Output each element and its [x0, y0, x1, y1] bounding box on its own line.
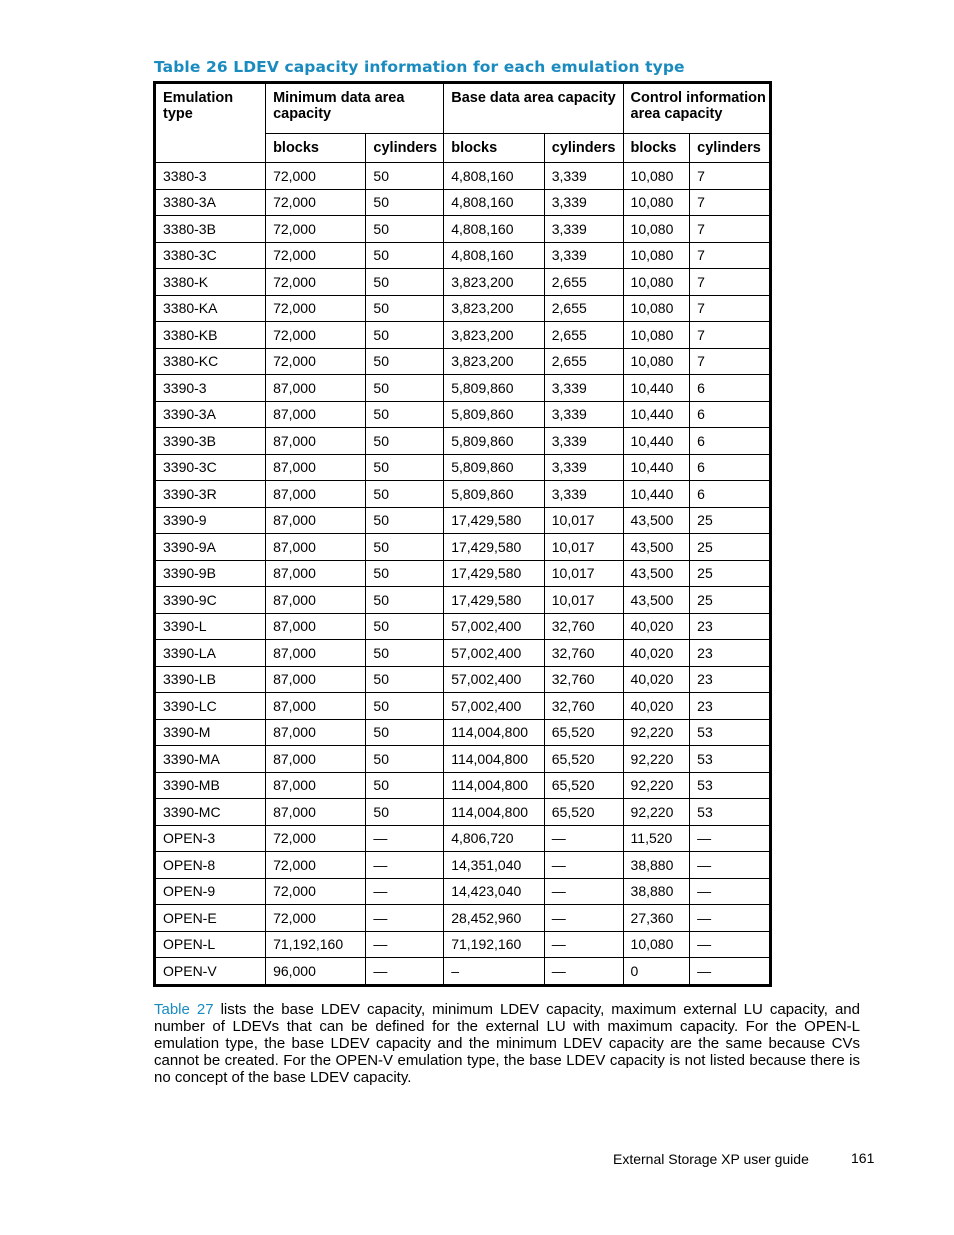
emulation-type-cell: 3380-3A	[155, 189, 266, 216]
header-control-cylinders: cylinders	[690, 134, 771, 163]
control-blocks-cell: 10,080	[623, 163, 690, 190]
min-cylinders-cell: 50	[366, 216, 444, 243]
min-cylinders-cell: —	[366, 931, 444, 958]
base-cylinders-cell: 10,017	[544, 587, 623, 614]
control-blocks-cell: 11,520	[623, 825, 690, 852]
control-cylinders-cell: 53	[690, 719, 771, 746]
emulation-type-cell: OPEN-9	[155, 878, 266, 905]
min-cylinders-cell: 50	[366, 322, 444, 349]
table-row	[155, 613, 771, 640]
min-cylinders-cell: 50	[366, 348, 444, 375]
min-blocks-cell: 87,000	[266, 375, 366, 402]
table-row	[155, 375, 771, 402]
base-blocks-cell: 5,809,860	[444, 454, 545, 481]
emulation-type-cell: OPEN-L	[155, 931, 266, 958]
base-cylinders-cell: 3,339	[544, 481, 623, 508]
min-blocks-cell: 87,000	[266, 746, 366, 773]
base-blocks-cell: 4,808,160	[444, 163, 545, 190]
emulation-type-cell: 3390-LC	[155, 693, 266, 720]
base-cylinders-cell: 3,339	[544, 163, 623, 190]
table-row	[155, 507, 771, 534]
emulation-type-cell: 3390-L	[155, 613, 266, 640]
min-cylinders-cell: 50	[366, 428, 444, 455]
base-cylinders-cell: 10,017	[544, 507, 623, 534]
header-base-cylinders: cylinders	[544, 134, 623, 163]
min-cylinders-cell: 50	[366, 242, 444, 269]
base-blocks-cell: 4,808,160	[444, 216, 545, 243]
control-blocks-cell: 10,440	[623, 454, 690, 481]
min-blocks-cell: 71,192,160	[266, 931, 366, 958]
control-cylinders-cell: 25	[690, 534, 771, 561]
control-cylinders-cell: 25	[690, 507, 771, 534]
control-cylinders-cell: 7	[690, 348, 771, 375]
header-control-blocks: blocks	[623, 134, 690, 163]
base-cylinders-cell: 3,339	[544, 375, 623, 402]
table-row	[155, 958, 771, 986]
base-blocks-cell: 4,808,160	[444, 242, 545, 269]
emulation-type-cell: 3380-KB	[155, 322, 266, 349]
table-row	[155, 746, 771, 773]
emulation-type-cell: 3380-3	[155, 163, 266, 190]
base-cylinders-cell: 3,339	[544, 454, 623, 481]
control-blocks-cell: 10,440	[623, 375, 690, 402]
control-cylinders-cell: 23	[690, 613, 771, 640]
base-blocks-cell: 5,809,860	[444, 481, 545, 508]
table-row	[155, 481, 771, 508]
min-blocks-cell: 72,000	[266, 905, 366, 932]
control-cylinders-cell: 7	[690, 163, 771, 190]
base-cylinders-cell: 2,655	[544, 322, 623, 349]
min-cylinders-cell: 50	[366, 163, 444, 190]
base-blocks-cell: 114,004,800	[444, 799, 545, 826]
emulation-type-cell: OPEN-3	[155, 825, 266, 852]
base-blocks-cell: 3,823,200	[444, 295, 545, 322]
control-blocks-cell: 40,020	[623, 693, 690, 720]
header-emulation-type: Emulation type	[155, 83, 266, 163]
min-blocks-cell: 72,000	[266, 163, 366, 190]
base-blocks-cell: 5,809,860	[444, 375, 545, 402]
min-blocks-cell: 87,000	[266, 534, 366, 561]
table-row	[155, 348, 771, 375]
control-cylinders-cell: 6	[690, 375, 771, 402]
control-blocks-cell: 10,440	[623, 428, 690, 455]
table-row	[155, 878, 771, 905]
control-cylinders-cell: 7	[690, 269, 771, 296]
control-cylinders-cell: 7	[690, 216, 771, 243]
min-blocks-cell: 87,000	[266, 693, 366, 720]
base-blocks-cell: 17,429,580	[444, 560, 545, 587]
base-cylinders-cell: 3,339	[544, 189, 623, 216]
emulation-type-cell: 3390-9	[155, 507, 266, 534]
min-blocks-cell: 72,000	[266, 348, 366, 375]
control-cylinders-cell: 53	[690, 799, 771, 826]
min-cylinders-cell: —	[366, 825, 444, 852]
control-blocks-cell: 0	[623, 958, 690, 986]
emulation-type-cell: 3390-MC	[155, 799, 266, 826]
base-blocks-cell: 17,429,580	[444, 534, 545, 561]
base-cylinders-cell: 2,655	[544, 269, 623, 296]
header-min-blocks: blocks	[266, 134, 366, 163]
emulation-type-cell: 3390-9B	[155, 560, 266, 587]
body-paragraph	[154, 1001, 860, 1086]
control-cylinders-cell: 25	[690, 587, 771, 614]
min-blocks-cell: 72,000	[266, 242, 366, 269]
base-cylinders-cell: —	[544, 825, 623, 852]
table-row	[155, 163, 771, 190]
emulation-type-cell: 3390-9A	[155, 534, 266, 561]
emulation-type-cell: 3390-LA	[155, 640, 266, 667]
header-min-cylinders: cylinders	[366, 134, 444, 163]
min-blocks-cell: 72,000	[266, 322, 366, 349]
base-cylinders-cell: 2,655	[544, 295, 623, 322]
min-blocks-cell: 72,000	[266, 852, 366, 879]
base-blocks-cell: 57,002,400	[444, 693, 545, 720]
min-cylinders-cell: —	[366, 852, 444, 879]
control-cylinders-cell: 25	[690, 560, 771, 587]
table-row	[155, 189, 771, 216]
header-control-info-area: Control information area capacity	[623, 83, 770, 134]
base-cylinders-cell: 65,520	[544, 719, 623, 746]
min-cylinders-cell: 50	[366, 534, 444, 561]
min-blocks-cell: 87,000	[266, 640, 366, 667]
base-cylinders-cell: 3,339	[544, 401, 623, 428]
control-cylinders-cell: 7	[690, 242, 771, 269]
emulation-type-cell: 3380-K	[155, 269, 266, 296]
table-row	[155, 719, 771, 746]
base-blocks-cell: 3,823,200	[444, 322, 545, 349]
min-cylinders-cell: 50	[366, 269, 444, 296]
header-base-data-area: Base data area capacity	[444, 83, 623, 134]
table-row	[155, 216, 771, 243]
min-cylinders-cell: —	[366, 958, 444, 986]
control-cylinders-cell: —	[690, 878, 771, 905]
control-cylinders-cell: 6	[690, 428, 771, 455]
control-blocks-cell: 43,500	[623, 507, 690, 534]
control-blocks-cell: 38,880	[623, 878, 690, 905]
min-blocks-cell: 87,000	[266, 772, 366, 799]
base-blocks-cell: –	[444, 958, 545, 986]
control-blocks-cell: 92,220	[623, 772, 690, 799]
min-blocks-cell: 87,000	[266, 613, 366, 640]
control-cylinders-cell: 7	[690, 189, 771, 216]
emulation-type-cell: 3380-3C	[155, 242, 266, 269]
min-blocks-cell: 72,000	[266, 189, 366, 216]
table-row	[155, 852, 771, 879]
min-blocks-cell: 87,000	[266, 454, 366, 481]
min-cylinders-cell: 50	[366, 401, 444, 428]
min-blocks-cell: 87,000	[266, 799, 366, 826]
table-body	[155, 163, 771, 986]
min-blocks-cell: 87,000	[266, 428, 366, 455]
table-row	[155, 693, 771, 720]
emulation-type-cell: 3390-3B	[155, 428, 266, 455]
control-cylinders-cell: 7	[690, 322, 771, 349]
min-blocks-cell: 72,000	[266, 216, 366, 243]
control-cylinders-cell: 6	[690, 454, 771, 481]
paragraph-text: lists the base LDEV capacity, minimum LDEV capacity, maximum external LU capacity, and number of LDEVs that can be defined for the external LU with maximum capacity. For the OPEN-L emulation type, the base LDEV capacity and the minimum LDEV capacity are the same because CVs cannot be created. For the OPEN-V emulation type, the base LDEV capacity is not listed because there is no concept of the base LDEV capacity.	[154, 1001, 860, 1086]
min-cylinders-cell: 50	[366, 799, 444, 826]
base-cylinders-cell: —	[544, 852, 623, 879]
min-cylinders-cell: 50	[366, 772, 444, 799]
min-cylinders-cell: 50	[366, 507, 444, 534]
base-cylinders-cell: —	[544, 878, 623, 905]
control-blocks-cell: 10,080	[623, 242, 690, 269]
header-minimum-data-area: Minimum data area capacity	[266, 83, 444, 134]
base-blocks-cell: 57,002,400	[444, 640, 545, 667]
base-cylinders-cell: 32,760	[544, 613, 623, 640]
min-cylinders-cell: 50	[366, 719, 444, 746]
table-row	[155, 401, 771, 428]
control-blocks-cell: 10,080	[623, 295, 690, 322]
base-blocks-cell: 28,452,960	[444, 905, 545, 932]
emulation-type-cell: OPEN-8	[155, 852, 266, 879]
control-cylinders-cell: 6	[690, 401, 771, 428]
emulation-type-cell: 3380-KA	[155, 295, 266, 322]
base-blocks-cell: 71,192,160	[444, 931, 545, 958]
base-blocks-cell: 114,004,800	[444, 719, 545, 746]
control-blocks-cell: 92,220	[623, 719, 690, 746]
min-blocks-cell: 87,000	[266, 401, 366, 428]
table-row	[155, 666, 771, 693]
control-cylinders-cell: —	[690, 852, 771, 879]
base-blocks-cell: 5,809,860	[444, 401, 545, 428]
min-blocks-cell: 96,000	[266, 958, 366, 986]
emulation-type-cell: 3380-KC	[155, 348, 266, 375]
emulation-type-cell: OPEN-E	[155, 905, 266, 932]
emulation-type-cell: 3390-9C	[155, 587, 266, 614]
base-blocks-cell: 5,809,860	[444, 428, 545, 455]
base-blocks-cell: 17,429,580	[444, 587, 545, 614]
control-cylinders-cell: —	[690, 905, 771, 932]
ldev-capacity-table	[153, 81, 772, 987]
control-blocks-cell: 10,080	[623, 931, 690, 958]
base-cylinders-cell: 3,339	[544, 242, 623, 269]
min-cylinders-cell: 50	[366, 613, 444, 640]
control-blocks-cell: 43,500	[623, 587, 690, 614]
table-row	[155, 295, 771, 322]
base-cylinders-cell: —	[544, 958, 623, 986]
control-blocks-cell: 43,500	[623, 534, 690, 561]
table-row	[155, 825, 771, 852]
base-blocks-cell: 3,823,200	[444, 348, 545, 375]
emulation-type-cell: 3390-LB	[155, 666, 266, 693]
base-cylinders-cell: 65,520	[544, 799, 623, 826]
control-blocks-cell: 10,080	[623, 189, 690, 216]
emulation-type-cell: 3390-3R	[155, 481, 266, 508]
min-blocks-cell: 87,000	[266, 560, 366, 587]
base-cylinders-cell: 65,520	[544, 772, 623, 799]
min-cylinders-cell: 50	[366, 693, 444, 720]
min-cylinders-cell: 50	[366, 481, 444, 508]
control-blocks-cell: 38,880	[623, 852, 690, 879]
min-blocks-cell: 87,000	[266, 481, 366, 508]
min-cylinders-cell: 50	[366, 454, 444, 481]
min-cylinders-cell: —	[366, 878, 444, 905]
base-blocks-cell: 57,002,400	[444, 613, 545, 640]
min-blocks-cell: 72,000	[266, 825, 366, 852]
emulation-type-cell: OPEN-V	[155, 958, 266, 986]
table-row	[155, 454, 771, 481]
control-cylinders-cell: —	[690, 825, 771, 852]
min-cylinders-cell: 50	[366, 746, 444, 773]
emulation-type-cell: 3380-3B	[155, 216, 266, 243]
table-row	[155, 534, 771, 561]
base-blocks-cell: 114,004,800	[444, 772, 545, 799]
min-blocks-cell: 72,000	[266, 878, 366, 905]
min-cylinders-cell: 50	[366, 375, 444, 402]
table-row	[155, 931, 771, 958]
table-row	[155, 428, 771, 455]
control-cylinders-cell: 6	[690, 481, 771, 508]
base-cylinders-cell: 3,339	[544, 216, 623, 243]
min-blocks-cell: 72,000	[266, 269, 366, 296]
min-cylinders-cell: 50	[366, 640, 444, 667]
control-cylinders-cell: —	[690, 931, 771, 958]
table-row	[155, 640, 771, 667]
min-blocks-cell: 87,000	[266, 666, 366, 693]
base-cylinders-cell: —	[544, 905, 623, 932]
control-blocks-cell: 10,080	[623, 269, 690, 296]
min-blocks-cell: 87,000	[266, 507, 366, 534]
base-cylinders-cell: —	[544, 931, 623, 958]
base-cylinders-cell: 32,760	[544, 693, 623, 720]
min-cylinders-cell: —	[366, 905, 444, 932]
table-row	[155, 322, 771, 349]
control-cylinders-cell: 23	[690, 666, 771, 693]
control-blocks-cell: 40,020	[623, 613, 690, 640]
control-cylinders-cell: 23	[690, 693, 771, 720]
table-row	[155, 905, 771, 932]
control-blocks-cell: 10,080	[623, 322, 690, 349]
control-blocks-cell: 10,440	[623, 401, 690, 428]
emulation-type-cell: 3390-MA	[155, 746, 266, 773]
min-cylinders-cell: 50	[366, 189, 444, 216]
control-blocks-cell: 10,440	[623, 481, 690, 508]
min-cylinders-cell: 50	[366, 295, 444, 322]
emulation-type-cell: 3390-3C	[155, 454, 266, 481]
control-blocks-cell: 92,220	[623, 799, 690, 826]
table-row	[155, 560, 771, 587]
min-blocks-cell: 87,000	[266, 719, 366, 746]
table-27-link[interactable]: Table 27	[154, 1001, 214, 1018]
header-base-blocks: blocks	[444, 134, 545, 163]
min-cylinders-cell: 50	[366, 587, 444, 614]
base-blocks-cell: 114,004,800	[444, 746, 545, 773]
emulation-type-cell: 3390-M	[155, 719, 266, 746]
base-cylinders-cell: 2,655	[544, 348, 623, 375]
table-row	[155, 269, 771, 296]
base-blocks-cell: 4,808,160	[444, 189, 545, 216]
base-cylinders-cell: 32,760	[544, 640, 623, 667]
min-blocks-cell: 72,000	[266, 295, 366, 322]
emulation-type-cell: 3390-3	[155, 375, 266, 402]
base-blocks-cell: 14,423,040	[444, 878, 545, 905]
table-row	[155, 587, 771, 614]
control-blocks-cell: 10,080	[623, 348, 690, 375]
table-row	[155, 799, 771, 826]
table-row	[155, 772, 771, 799]
control-cylinders-cell: 7	[690, 295, 771, 322]
header-row-groups	[155, 83, 771, 134]
base-blocks-cell: 4,806,720	[444, 825, 545, 852]
footer-document-title: External Storage XP user guide	[613, 1151, 809, 1167]
control-blocks-cell: 10,080	[623, 216, 690, 243]
base-cylinders-cell: 10,017	[544, 534, 623, 561]
base-cylinders-cell: 32,760	[544, 666, 623, 693]
base-cylinders-cell: 65,520	[544, 746, 623, 773]
table-caption: Table 26 LDEV capacity information for each emulation type	[154, 58, 685, 76]
control-blocks-cell: 40,020	[623, 640, 690, 667]
emulation-type-cell: 3390-3A	[155, 401, 266, 428]
control-cylinders-cell: 23	[690, 640, 771, 667]
base-blocks-cell: 57,002,400	[444, 666, 545, 693]
control-blocks-cell: 92,220	[623, 746, 690, 773]
base-cylinders-cell: 10,017	[544, 560, 623, 587]
min-cylinders-cell: 50	[366, 666, 444, 693]
base-blocks-cell: 3,823,200	[444, 269, 545, 296]
page-number: 161	[851, 1150, 875, 1166]
control-cylinders-cell: 53	[690, 746, 771, 773]
min-cylinders-cell: 50	[366, 560, 444, 587]
control-blocks-cell: 27,360	[623, 905, 690, 932]
control-cylinders-cell: —	[690, 958, 771, 986]
base-cylinders-cell: 3,339	[544, 428, 623, 455]
control-cylinders-cell: 53	[690, 772, 771, 799]
control-blocks-cell: 43,500	[623, 560, 690, 587]
base-blocks-cell: 17,429,580	[444, 507, 545, 534]
emulation-type-cell: 3390-MB	[155, 772, 266, 799]
min-blocks-cell: 87,000	[266, 587, 366, 614]
base-blocks-cell: 14,351,040	[444, 852, 545, 879]
table-row	[155, 242, 771, 269]
control-blocks-cell: 40,020	[623, 666, 690, 693]
